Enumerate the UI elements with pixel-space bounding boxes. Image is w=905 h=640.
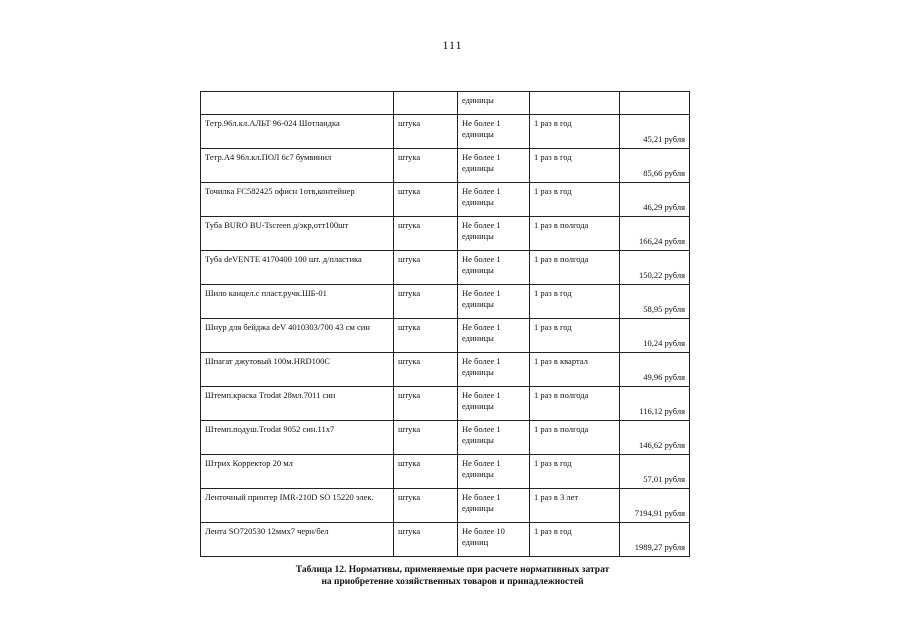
- cell-name: Туба BURO BU-Tscreen д/экр,отт100шт: [201, 217, 394, 251]
- cell-period: 1 раз в 3 лет: [530, 489, 620, 523]
- table-row-continuation: [201, 92, 690, 115]
- cell-period: 1 раз в год: [530, 183, 620, 217]
- cell-period: 1 раз в год: [530, 149, 620, 183]
- cell-unit: штука: [394, 489, 458, 523]
- caption-line-1: Таблица 12. Нормативы, применяемые при расчете нормативных затрат: [295, 565, 610, 575]
- table-row: [201, 149, 690, 183]
- cell-name: Шило канцел.с пласт.ручк.ШБ-01: [201, 285, 394, 319]
- table-row: [201, 353, 690, 387]
- cell-norm: Не более 1 единицы: [458, 421, 530, 455]
- cell-name: Тетр.А4 96л.кл.ПОЛ 6с7 бумвинил: [201, 149, 394, 183]
- cell-price: 57,01 рубля: [620, 455, 690, 489]
- table-caption: [0, 564, 905, 588]
- cell-name: Шнур для бейджа deV 4010303/700 43 см син: [201, 319, 394, 353]
- cell-norm: Не более 1 единицы: [458, 183, 530, 217]
- cell-name: Штрих Корректор 20 мл: [201, 455, 394, 489]
- cell-period: 1 раз в год: [530, 285, 620, 319]
- cell-price: 7194,91 рубля: [620, 489, 690, 523]
- cell-name: Шпагат джутовый 100м.HRD100C: [201, 353, 394, 387]
- table-row: [201, 523, 690, 557]
- cell-unit: штука: [394, 183, 458, 217]
- cell-price: 46,29 рубля: [620, 183, 690, 217]
- cell-unit: штука: [394, 217, 458, 251]
- table-row: [201, 489, 690, 523]
- cell-period: 1 раз в квартал: [530, 353, 620, 387]
- cell-norm: Не более 1 единицы: [458, 285, 530, 319]
- table-row: [201, 387, 690, 421]
- table-row: [201, 251, 690, 285]
- table-row: [201, 217, 690, 251]
- cell-period: [530, 92, 620, 115]
- cell-price: 146,62 рубля: [620, 421, 690, 455]
- table-row: [201, 183, 690, 217]
- cell-name: Лента SO720530 12ммx7 черн/бел: [201, 523, 394, 557]
- cell-price: 45,21 рубля: [620, 115, 690, 149]
- cell-norm: Не более 1 единицы: [458, 489, 530, 523]
- cell-price: 58,95 рубля: [620, 285, 690, 319]
- norms-table: [200, 91, 690, 557]
- cell-unit: штука: [394, 251, 458, 285]
- cell-period: 1 раз в полгода: [530, 387, 620, 421]
- cell-name: Тетр.96л.кл.АЛЬТ 96-024 Шотландка: [201, 115, 394, 149]
- cell-price: 85,66 рубля: [620, 149, 690, 183]
- cell-unit: штука: [394, 319, 458, 353]
- cell-norm: Не более 1 единицы: [458, 115, 530, 149]
- table-row: [201, 455, 690, 489]
- cell-period: 1 раз в полгода: [530, 217, 620, 251]
- cell-norm: Не более 10 единиц: [458, 523, 530, 557]
- cell-norm: Не более 1 единицы: [458, 353, 530, 387]
- cell-norm: Не более 1 единицы: [458, 149, 530, 183]
- cell-unit: штука: [394, 285, 458, 319]
- cell-name: Ленточный принтер IMR-210D SO 15220 элек.: [201, 489, 394, 523]
- cell-name: Точилка FC582425 офисн 1отв,контейнер: [201, 183, 394, 217]
- cell-unit: штука: [394, 421, 458, 455]
- cell-norm: Не более 1 единицы: [458, 387, 530, 421]
- page-number: 111: [442, 38, 463, 52]
- cell-period: 1 раз в полгода: [530, 421, 620, 455]
- cell-norm: Не более 1 единицы: [458, 217, 530, 251]
- cell-name: Штемп.подуш.Trodat 9052 син.11x7: [201, 421, 394, 455]
- cell-unit: штука: [394, 387, 458, 421]
- cell-period: 1 раз в полгода: [530, 251, 620, 285]
- cell-name: Штемп.краска Trodat 28мл.7011 син: [201, 387, 394, 421]
- cell-norm: Не более 1 единицы: [458, 251, 530, 285]
- cell-period: 1 раз в год: [530, 115, 620, 149]
- table-row: [201, 115, 690, 149]
- cell-name: [201, 92, 394, 115]
- table-row: [201, 285, 690, 319]
- cell-price: [620, 92, 690, 115]
- cell-name: Туба deVENTE 4170400 100 шт. д/пластика: [201, 251, 394, 285]
- cell-period: 1 раз в год: [530, 523, 620, 557]
- cell-period: 1 раз в год: [530, 455, 620, 489]
- table-row: [201, 421, 690, 455]
- cell-unit: штука: [394, 149, 458, 183]
- cell-unit: штука: [394, 115, 458, 149]
- caption-line-2: на приобретение хозяйственных товаров и принадлежностей: [321, 577, 584, 587]
- cell-price: 10,24 рубля: [620, 319, 690, 353]
- cell-period: 1 раз в год: [530, 319, 620, 353]
- cell-norm: Не более 1 единицы: [458, 319, 530, 353]
- cell-norm: Не более 1 единицы: [458, 455, 530, 489]
- cell-price: 49,96 рубля: [620, 353, 690, 387]
- cell-price: 1989,27 рубля: [620, 523, 690, 557]
- cell-norm: единицы: [458, 92, 530, 115]
- cell-unit: штука: [394, 455, 458, 489]
- cell-price: 166,24 рубля: [620, 217, 690, 251]
- cell-unit: штука: [394, 353, 458, 387]
- cell-price: 116,12 рубля: [620, 387, 690, 421]
- cell-unit: [394, 92, 458, 115]
- cell-price: 150,22 рубля: [620, 251, 690, 285]
- table-row: [201, 319, 690, 353]
- cell-unit: штука: [394, 523, 458, 557]
